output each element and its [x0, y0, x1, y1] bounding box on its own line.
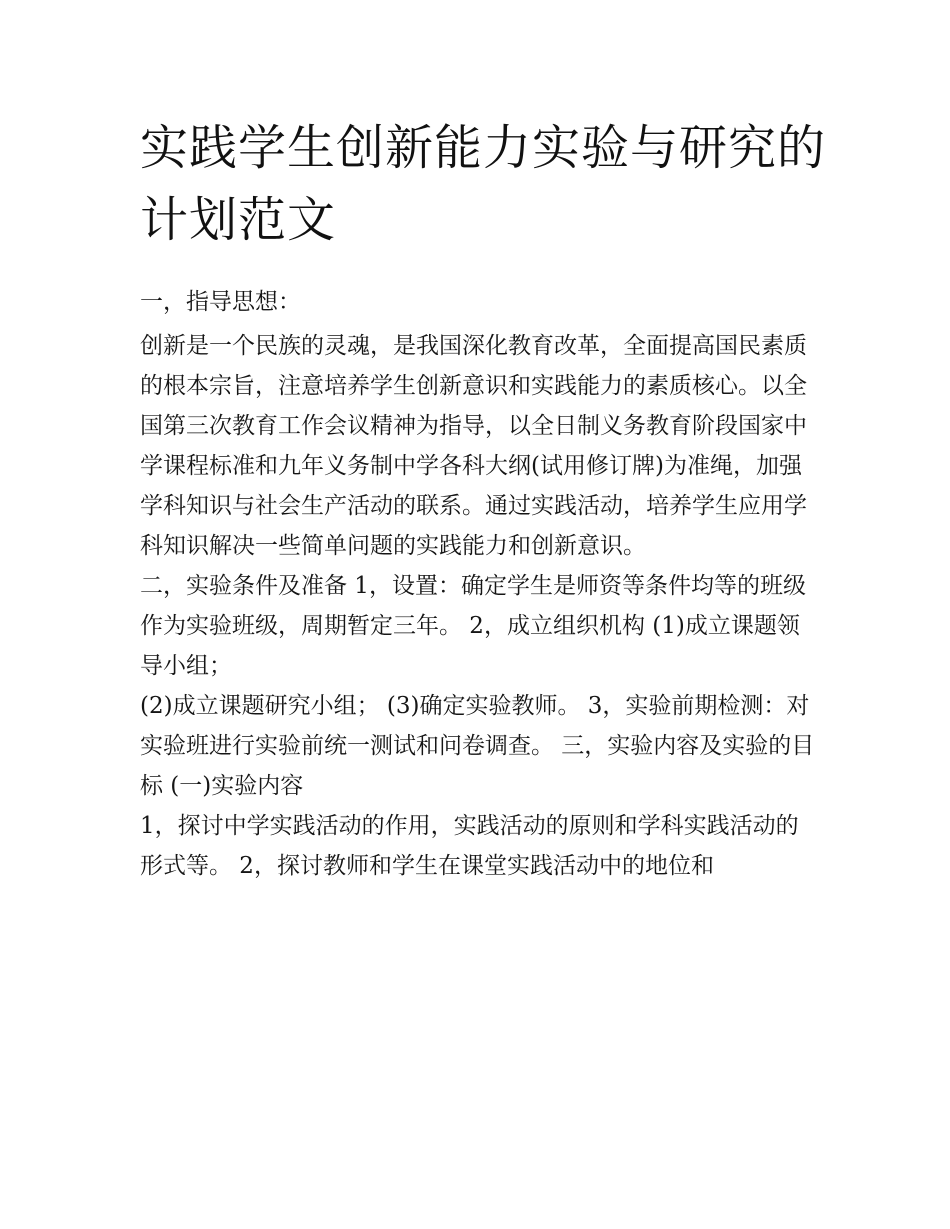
- section-heading-guiding-ideology: 一，指导思想：: [140, 289, 301, 315]
- paragraph-experiment-conditions: 二，实验条件及准备 1，设置：确定学生是师资等条件均等的班级作为实验班级，周期暂定三年。 2，成立组织机构 (1)成立课题领导小组；: [140, 573, 806, 679]
- paragraph-experiment-content: 1，探讨中学实践活动的作用，实践活动的原则和学科实践活动的形式等。 2，探讨教师和学生在课堂实践活动中的地位和: [140, 813, 799, 879]
- document-title: 实践学生创新能力实验与研究的计划范文: [140, 120, 827, 248]
- document-body: [140, 282, 820, 886]
- paragraph-research-group: (2)成立课题研究小组； (3)确定实验教师。 3，实验前期检测：对实验班进行实验前统一测试和问卷调查。 三，实验内容及实验的目标 (一)实验内容: [140, 693, 815, 799]
- paragraph-guiding-ideology: 创新是一个民族的灵魂，是我国深化教育改革，全面提高国民素质的根本宗旨，注意培养学生创新意识和实践能力的素质核心。以全国第三次教育工作会议精神为指导，以全日制义务教育阶段国家中学课程标准和九年义务制中学各科大纲(试用修订牌)为准绳，加强学科知识与社会生产活动的联系。通过实践活动，培养学生应用学科知识解决一些简单问题的实践能力和创新意识。: [140, 333, 807, 559]
